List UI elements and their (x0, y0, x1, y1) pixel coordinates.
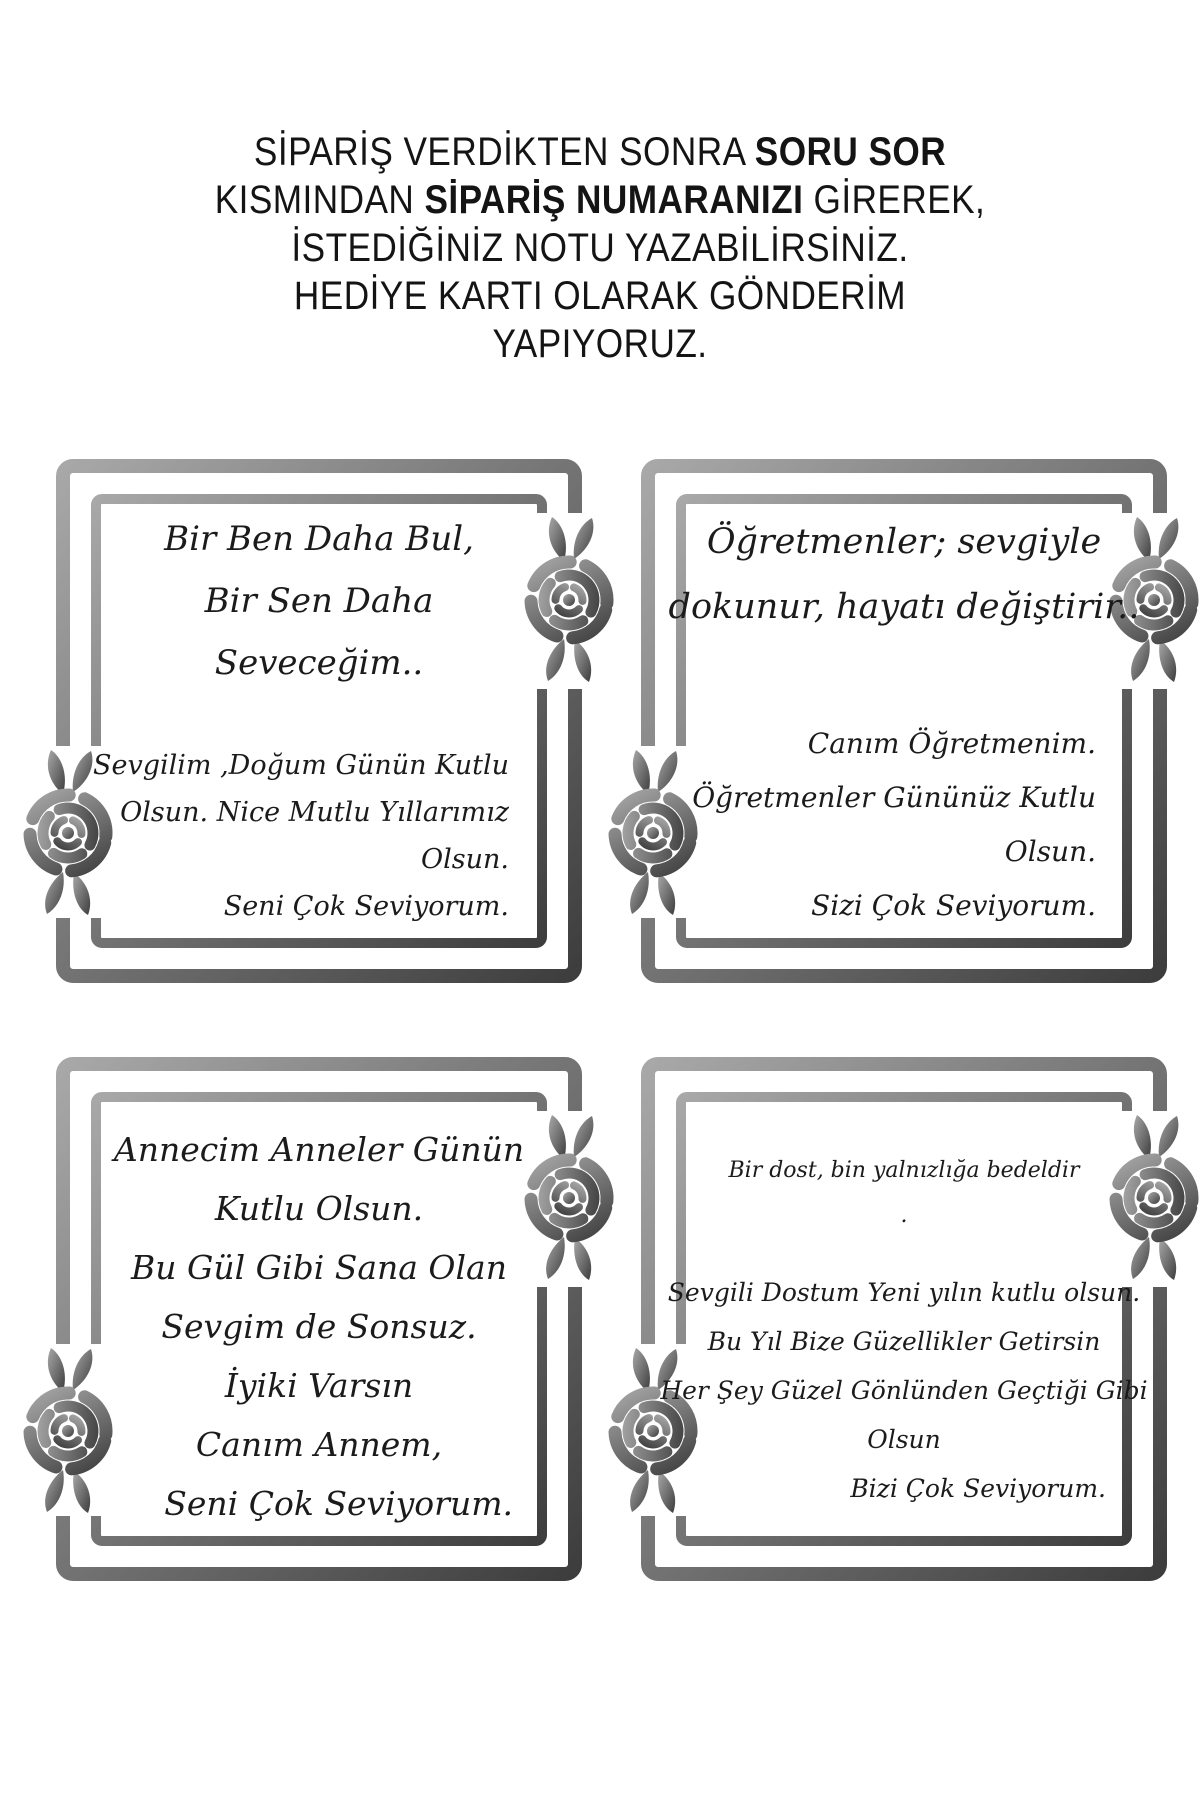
card-message (640, 1268, 1168, 1513)
card-text (640, 458, 1168, 984)
card-title-line: Bir dost, bin yalnızlığa bedeldir (728, 1158, 1080, 1183)
card-text (640, 1056, 1168, 1582)
card-message (640, 717, 1168, 933)
card-message-line: Sevgilim ,Doğum Günün Kutlu (93, 750, 509, 781)
card-message-line: Canım Öğretmenim. (807, 727, 1096, 760)
card-title (640, 510, 1168, 640)
header-line: HEDİYE KARTI OLARAK GÖNDERİM (293, 274, 907, 318)
card-message-line: Bu Yıl Bize Güzellikler Getirsin (707, 1327, 1101, 1356)
card-message-line: Bu Gül Gibi Sana Olan (131, 1248, 507, 1287)
card-title-line: dokunur, hayatı değiştirir.. (668, 587, 1140, 627)
card-title-line: . (900, 1203, 908, 1228)
card-message-line: Sizi Çok Seviyorum. (811, 889, 1096, 922)
card-message-line: Annecim Anneler Günün (113, 1130, 525, 1169)
gift-card-friend (640, 1056, 1168, 1582)
card-message-line: Seni Çok Seviyorum. (164, 1484, 513, 1523)
header-line: İSTEDİĞİNİZ NOTU YAZABİLİRSİNİZ. (291, 226, 909, 270)
card-title (55, 508, 583, 694)
card-message-line: Olsun (867, 1425, 941, 1454)
card-message-line: Seni Çok Seviyorum. (223, 891, 509, 922)
card-message (55, 742, 583, 930)
card-message-line: Kutlu Olsun. (214, 1189, 424, 1228)
card-message-line: Olsun. (421, 844, 509, 875)
card-message-line: İyiki Varsın (224, 1366, 414, 1405)
card-text (55, 458, 583, 984)
order-instructions-header (72, 128, 1128, 368)
card-title-line: Öğretmenler; sevgiyle (706, 522, 1102, 562)
card-message-line: Olsun. Nice Mutlu Yıllarımız (120, 797, 509, 828)
header-line: SİPARİŞ VERDİKTEN SONRA SORU SOR (253, 130, 947, 174)
gift-card-lover-birthday (55, 458, 583, 984)
card-message-line: Sevgili Dostum Yeni yılın kutlu olsun. (667, 1278, 1141, 1307)
card-message-line: Her Şey Güzel Gönlünden Geçtiği Gibi (660, 1376, 1148, 1405)
card-message-line: Öğretmenler Gününüz Kutlu (692, 781, 1096, 814)
gift-card-mother (55, 1056, 583, 1582)
card-message-line: Olsun. (1004, 835, 1096, 868)
card-message-line: Sevgim de Sonsuz. (161, 1307, 477, 1346)
gift-card-teacher (640, 458, 1168, 984)
card-text (55, 1056, 583, 1582)
card-message-line: Bizi Çok Seviyorum. (850, 1474, 1106, 1503)
header-line: KISMINDAN SİPARİŞ NUMARANIZI GİREREK, (214, 178, 986, 222)
card-title-line: Bir Ben Daha Bul, (164, 519, 474, 559)
card-title-line: Seveceğim.. (214, 643, 424, 683)
card-title-line: Bir Sen Daha (204, 581, 434, 621)
header-line: YAPIYORUZ. (492, 322, 708, 366)
card-message (55, 1120, 583, 1533)
card-title (640, 1148, 1168, 1238)
card-message-line: Canım Annem, (195, 1425, 443, 1464)
